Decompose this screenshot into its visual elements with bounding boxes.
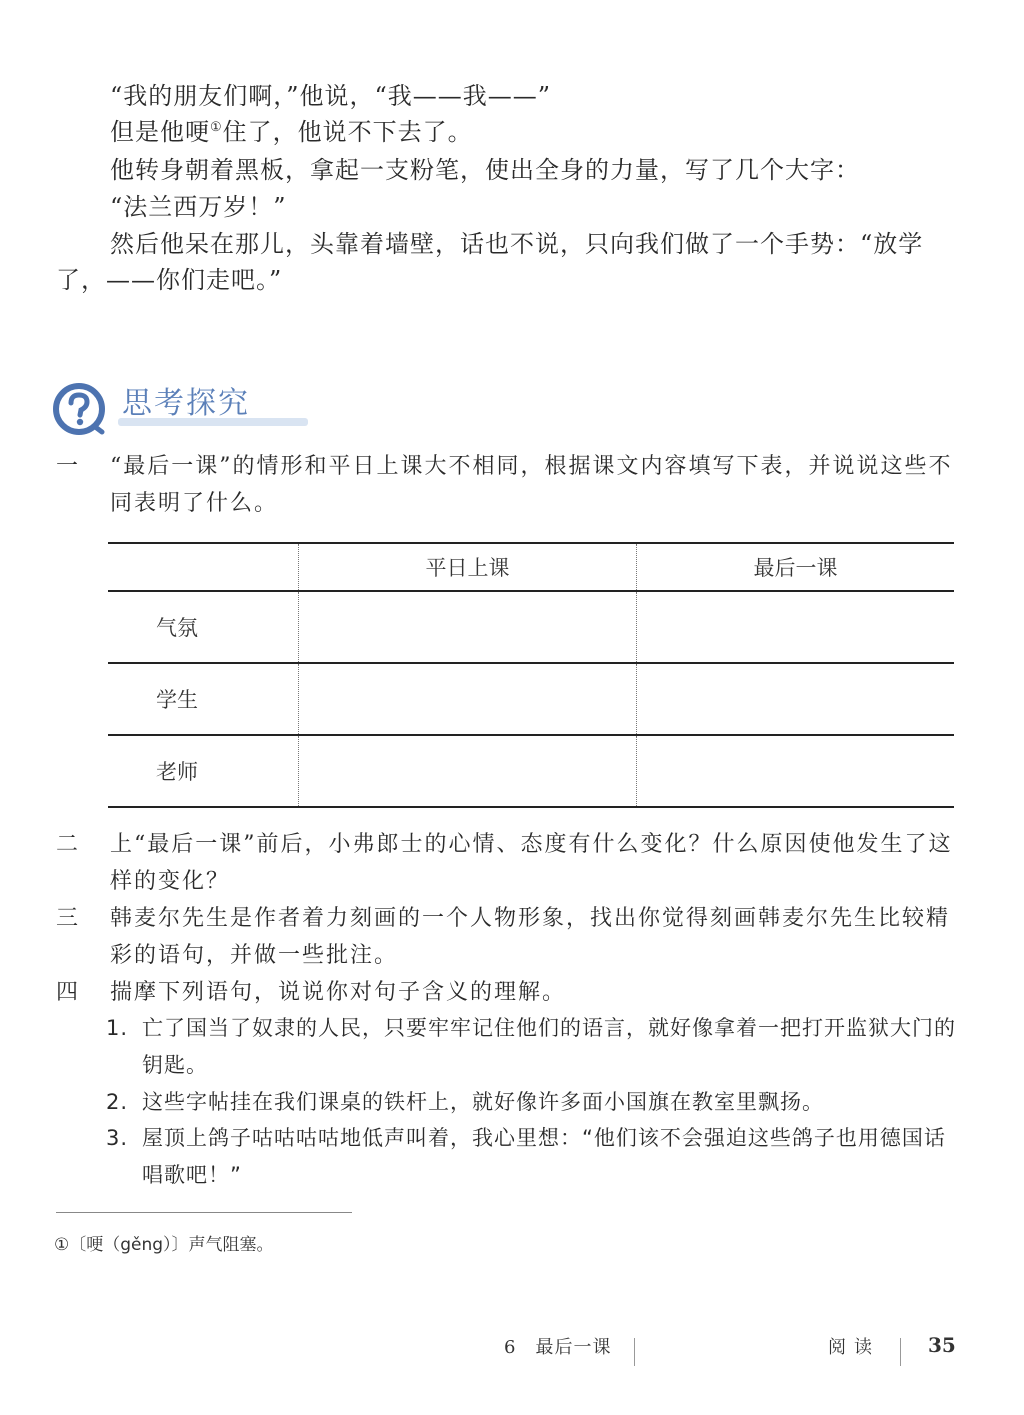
section-heading xyxy=(52,378,352,434)
table-cell[interactable] xyxy=(637,735,955,807)
footer-divider xyxy=(900,1338,901,1366)
question-4 xyxy=(56,974,956,1011)
sentence-number: 2. xyxy=(106,1090,129,1114)
table-row xyxy=(108,591,954,663)
table-cell[interactable] xyxy=(299,663,637,735)
passage-line-4: “法兰西万岁！” xyxy=(110,193,287,221)
question-text: “最后一课”的情形和平日上课大不相同，根据课文内容填写下表，并说说这些不同表明了什么。 xyxy=(110,454,953,516)
question-text: 韩麦尔先生是作者着力刻画的一个人物形象，找出你觉得刻画韩麦尔先生比较精彩的语句，并做一些批注。 xyxy=(110,906,951,968)
sentence-number: 3. xyxy=(106,1126,129,1150)
sentence-text: 屋顶上鸽子咕咕咕咕地低声叫着，我心里想：“他们该不会强迫这些鸽子也用德国话唱歌吧！” xyxy=(142,1126,946,1187)
page-number: 35 xyxy=(928,1333,956,1357)
table-header-row xyxy=(108,543,954,591)
table-header-cell: 最后一课 xyxy=(637,543,955,591)
comparison-table xyxy=(108,542,954,808)
question-text: 揣摩下列语句，说说你对句子含义的理解。 xyxy=(110,980,567,1005)
question-number: 三 xyxy=(56,906,81,931)
sentence-item-1 xyxy=(106,1010,956,1084)
footer-chapter: 6 最后一课 xyxy=(504,1337,612,1358)
question-number: 四 xyxy=(56,980,81,1005)
passage-line-5: 然后他呆在那儿，头靠着墙壁，话也不说，只向我们做了一个手势：“放学了，——你们走吧。” xyxy=(56,230,924,294)
table-cell[interactable] xyxy=(637,591,955,663)
table-header-cell xyxy=(108,543,299,591)
footer-section: 阅读 xyxy=(828,1337,880,1358)
table-header-cell: 平日上课 xyxy=(299,543,637,591)
table-cell[interactable] xyxy=(299,591,637,663)
passage-line-2 xyxy=(56,114,956,150)
question-number: 二 xyxy=(56,832,81,857)
sentence-item-2 xyxy=(106,1084,956,1121)
question-text: 上“最后一课”前后，小弗郎士的心情、态度有什么变化？什么原因使他发生了这样的变化？ xyxy=(110,832,953,894)
question-number: 一 xyxy=(56,454,81,479)
section-title: 思考探究 xyxy=(122,386,250,421)
question-3 xyxy=(56,900,956,974)
footnote-marker[interactable]: ① xyxy=(210,120,223,135)
sentence-text: 亡了国当了奴隶的人民，只要牢牢记住他们的语言，就好像拿着一把打开监狱大门的钥匙。 xyxy=(142,1016,956,1077)
row-label: 气氛 xyxy=(156,616,198,640)
footnote-divider xyxy=(56,1212,352,1213)
passage-line-3: 他转身朝着黑板，拿起一支粉笔，使出全身的力量，写了几个大字： xyxy=(110,156,860,184)
sentence-number: 1. xyxy=(106,1016,129,1040)
table-cell[interactable] xyxy=(299,735,637,807)
table-row xyxy=(108,735,954,807)
question-1 xyxy=(56,448,956,522)
question-2 xyxy=(56,826,956,900)
passage-line-2b: 住了，他说不下去了。 xyxy=(222,118,473,146)
footnote: ①〔哽（gěng）〕声气阻塞。 xyxy=(54,1235,274,1255)
table-cell[interactable] xyxy=(637,663,955,735)
footer-divider xyxy=(634,1338,635,1366)
sentence-item-3 xyxy=(106,1120,956,1194)
row-label: 学生 xyxy=(156,688,198,712)
table-row xyxy=(108,663,954,735)
passage-line-2a: 但是他哽 xyxy=(110,118,210,146)
sentence-text: 这些字帖挂在我们课桌的铁杆上，就好像许多面小国旗在教室里飘扬。 xyxy=(142,1090,824,1114)
row-label: 老师 xyxy=(156,760,198,784)
question-circle-icon xyxy=(52,382,106,436)
passage-line-1: “我的朋友们啊，”他说，“我——我——” xyxy=(110,82,552,110)
